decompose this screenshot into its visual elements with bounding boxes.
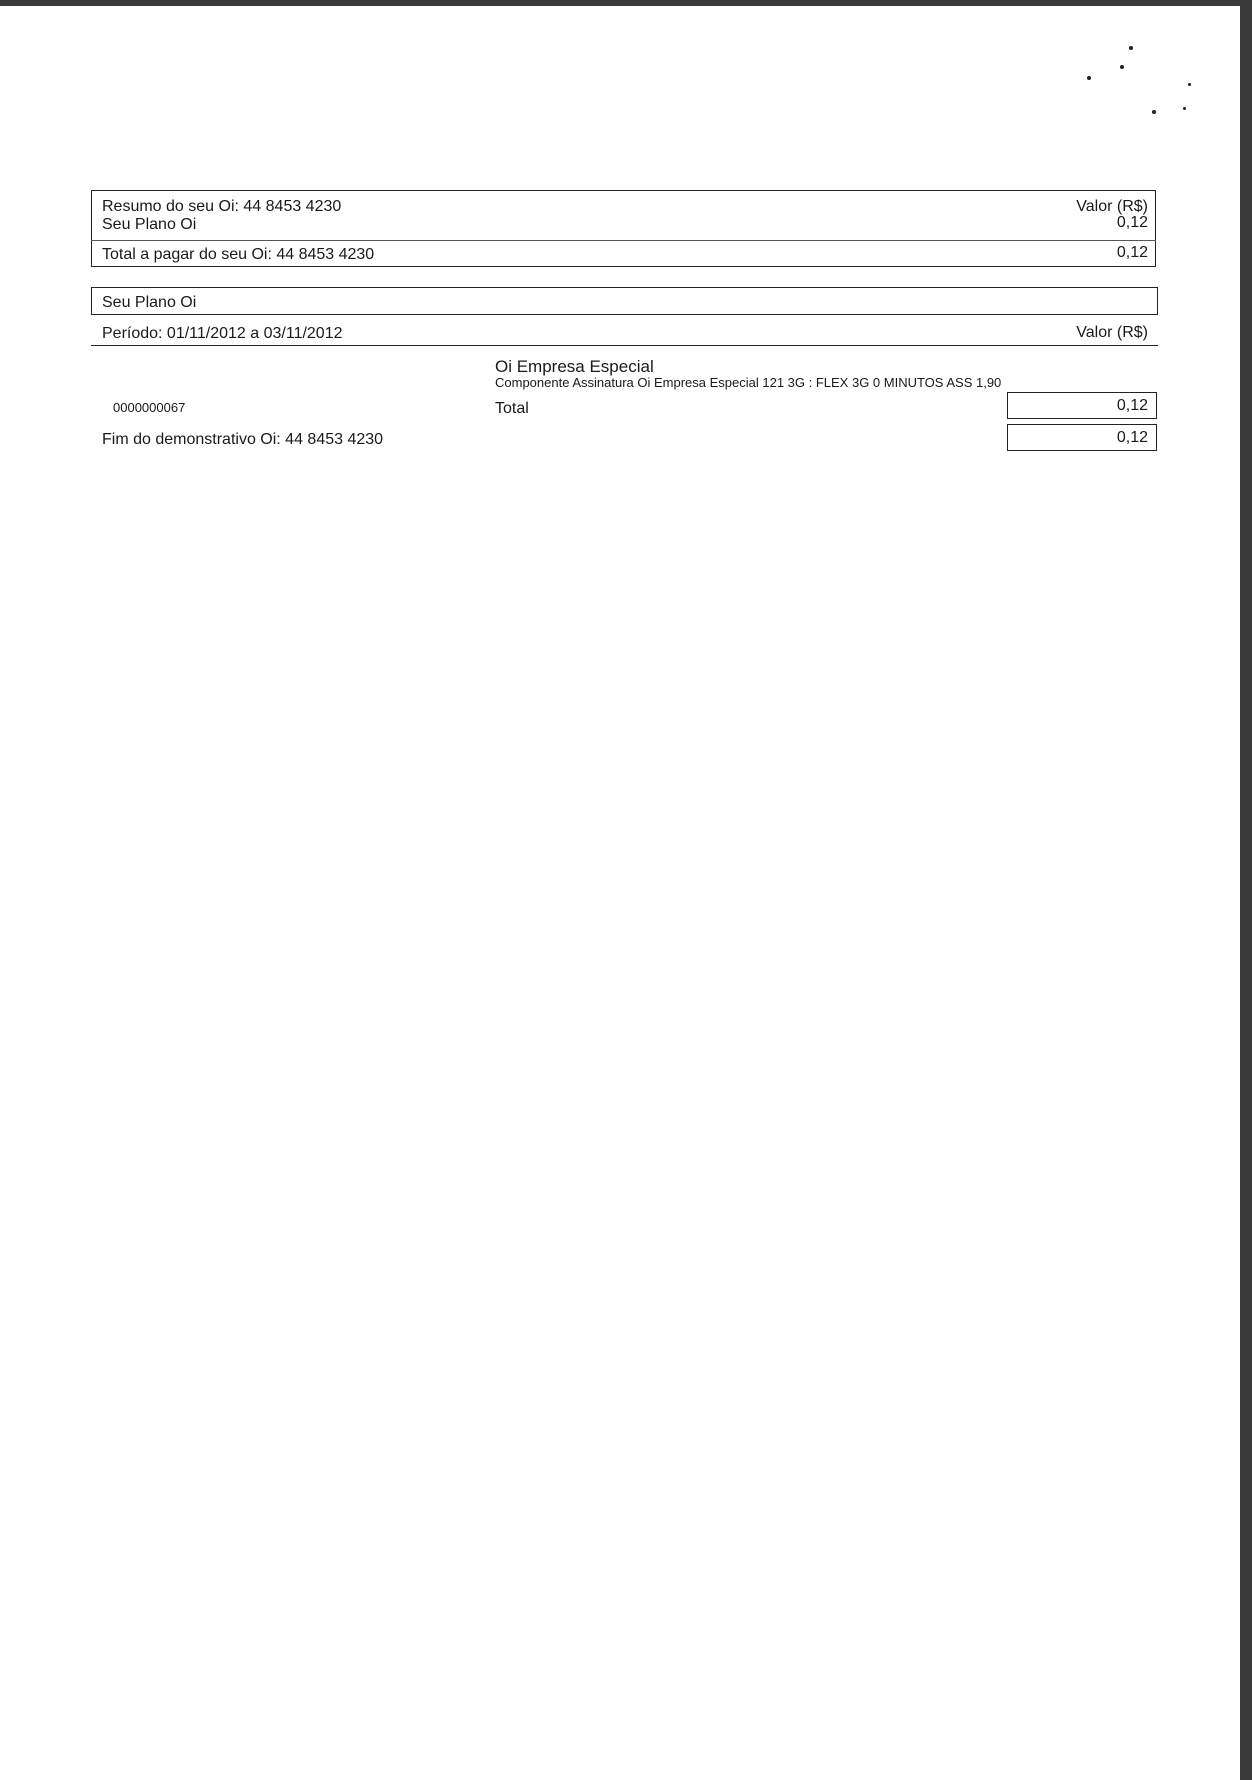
plan-section-title: Seu Plano Oi bbox=[102, 294, 197, 311]
summary-plan-value: 0,12 bbox=[1116, 214, 1148, 231]
plan-total-value: 0,12 bbox=[1116, 397, 1148, 414]
end-of-statement-value: 0,12 bbox=[1116, 429, 1148, 446]
scan-speck bbox=[1183, 107, 1186, 110]
end-of-statement-label: Fim do demonstrativo Oi: 44 8453 4230 bbox=[102, 431, 384, 448]
summary-value-header: Valor (R$) bbox=[1076, 198, 1148, 215]
summary-title: Resumo do seu Oi: 44 8453 4230 bbox=[102, 198, 342, 215]
document-page bbox=[0, 6, 1240, 1780]
summary-total-label: Total a pagar do seu Oi: 44 8453 4230 bbox=[102, 246, 375, 263]
summary-divider bbox=[91, 240, 1156, 241]
plan-section-header bbox=[91, 287, 1158, 315]
scan-speck bbox=[1120, 65, 1124, 69]
plan-value-header: Valor (R$) bbox=[1076, 324, 1148, 341]
end-of-statement-box bbox=[1007, 424, 1157, 451]
billing-period: Período: 01/11/2012 a 03/11/2012 bbox=[102, 325, 343, 342]
plan-item-name: Oi Empresa Especial bbox=[495, 357, 654, 376]
scan-speck bbox=[1152, 110, 1156, 114]
plan-total-label: Total bbox=[495, 400, 529, 417]
summary-total-value: 0,12 bbox=[1116, 244, 1148, 261]
scan-speck bbox=[1188, 83, 1191, 86]
period-rule bbox=[91, 345, 1158, 346]
scan-speck bbox=[1087, 76, 1091, 80]
plan-item-description: Componente Assinatura Oi Empresa Especial 121 3G : FLEX 3G 0 MINUTOS ASS 1,90 bbox=[495, 375, 1002, 390]
summary-plan-label: Seu Plano Oi bbox=[102, 216, 197, 233]
plan-total-box bbox=[1007, 392, 1157, 419]
plan-item-code: 0000000067 bbox=[113, 400, 186, 415]
scan-speck bbox=[1129, 46, 1133, 50]
